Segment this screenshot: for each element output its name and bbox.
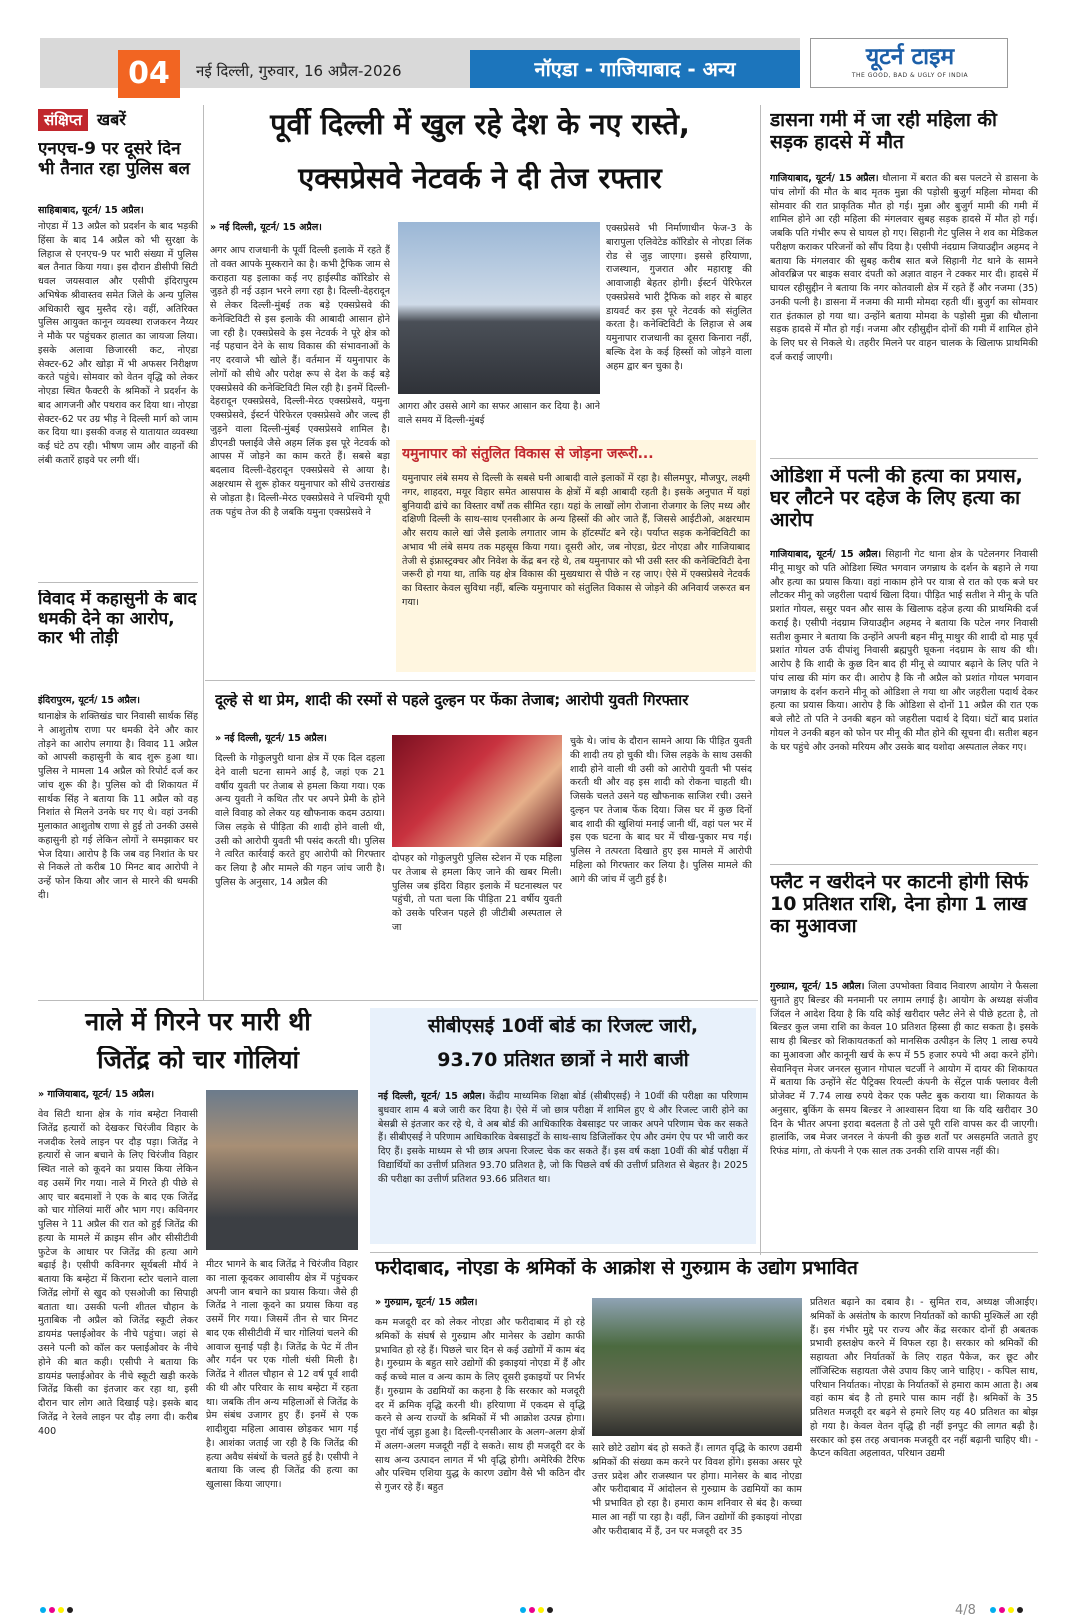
section-title: नॉएडा - गाजियाबाद - अन्य (470, 50, 800, 88)
a6-col3: चुके थे। जांच के दौरान सामने आया कि पीड़ित युवती की शादी तय हो चुकी थी। जिस लड़के के साथ उसकी शादी होने वाली थी उसी को आरोपी युवती भी पसंद करती थी और वह इस शादी को रोकना चाहती थी। जिसके चलते उसने यह खौफनाक साजिश रची। उसने दुल्हन पर तेजाब फेंक दिया। जिस घर में कुछ दिनों बाद शादी की खुशियां मनाई जानी थीं, वहां पल भर में इस एक घटना के बाद घर में चीख-पुकार मच गई। पुलिस ने तत्परता दिखाते हुए इस मामले में आरोपी महिला को गिरफ्तार कर लिया है। पुलिस मामले की आगे की जांच में जुटी हुई है। (570, 736, 752, 885)
divider (770, 864, 1038, 865)
a4-byline: गाजियाबाद, यूटर्न/ 15 अप्रैल। (770, 173, 879, 184)
a1-body: नोएडा में 13 अप्रैल को प्रदर्शन के बाद भड़की हिंसा के बाद 14 अप्रैल को भी सुरक्षा के लिहाज से एनएच-9 पर भारी संख्या में पुलिस बल तैनात किया गया। इस दौरान डीसीपी सिटी धवल जयसवाल और एसीपी इंदिरापुरम अभिषेक श्रीवास्तव समेत जिले के अन्य पुलिस अधिकारी खुद मुस्तैद रहे। वहीं, अतिरिक्त पुलिस आयुक्त कानून व्यवस्था राजकरन नैय्यर ने मौके पर पहुंचकर हालात का जायजा लिया। इसके अलावा छिजारसी कट, नोएडा सेक्टर-62 और खोड़ा में भी अफसर निरीक्षण करते पहुंचे। सोमवार को वेतन वृद्धि को लेकर नोएडा स्थित फैक्टरी के श्रमिकों ने प्रदर्शन के बाद आगजनी और पथराव कर दिया था। नोएडा सेक्टर-62 पर उग्र भीड़ ने दिल्ली मार्ग को जाम कर दिया था। इसकी वजह से यातायात व्यवस्था कई घंटे ठप रही। भीषण जाम और वाहनों की लंबी कतारें हाइवे पर लगी थीं। (38, 221, 198, 467)
logo-text: यूटर्न टाइम (865, 44, 955, 70)
victim-photo (206, 1090, 358, 1250)
a8-col2: मीटर भागने के बाद जितेंद्र ने चिरंजीव विहार का नाला कूदकर आवासीय क्षेत्र में पहुंचकर अपनी जान बचाने का प्रयास किया। जैसे ही जितेंद्र ने नाला कूदने का प्रयास किया वह उसमें गिर गया। जिसमें तीन से चार मिनट बाद एक सीसीटीवी में चार गोलियां चलने की आवाज सुनाई पड़ी है। जितेंद्र के पेट में तीन और गर्दन पर एक गोली धंसी मिली है। जितेंद्र ने शीतल चौहान से 12 वर्ष पूर्व शादी की थी और परिवार के साथ बम्हेटा में रहता था। जबकि तीन अन्य महिलाओं से जितेंद्र के प्रेम संबंध उजागर हुए हैं। इनमें से एक शादीशुदा महिला आवास छोड़कर भाग गई है। आशंका जताई जा रही है कि जितेंद्र की हत्या अवैध संबंधों के चलते हुई है। एसीपी ने बताया कि जल्द ही जितेंद्र की हत्या का खुलासा किया जाएगा। (206, 1259, 358, 1491)
a3-box-body: यमुनापार लंबे समय से दिल्ली के सबसे घनी आबादी वाले इलाकों में रहा है। सीलमपुर, मौजपुर, लक्ष्मी नगर, शाहदरा, मयूर विहार समेत आसपास के क्षेत्रों में बड़ी आबादी रहती है। इसके अनुपात में यहां बुनियादी ढांचे का विस्तार वर्षों तक सीमित रहा। यहां के लाखों लोग रोजाना रोजगार के लिए मध्य और दक्षिणी दिल्ली के साथ-साथ एनसीआर के अन्य हिस्सों की ओर जाते हैं, जिससे आईटीओ, अक्षरधाम और सराय काले खां जैसे इलाके लगातार जाम के हॉटस्पॉट बने रहे। पर्याप्त सड़क कनेक्टिविटी का अभाव भी लंबे समय तक महसूस किया गया। दूसरी ओर, जब नोएडा, ग्रेटर नोएडा और गाजियाबाद तेजी से इंफ्रास्ट्रक्चर और निवेश के केंद्र बन रहे थे, तब यमुनापार को भी उसी स्तर की कनेक्टिविटी देना जरूरी हो गया था, ताकि यह क्षेत्र विकास की मुख्यधारा से पीछे न रह जाए। ऐसे में एक्सप्रेसवे नेटवर्क का विस्तार केवल सुविधा नहीं, बल्कि यमुनापार को संतुलित विकास से जोड़ने की अनिवार्य जरूरत बन गया। (402, 473, 750, 608)
expressway-photo (398, 222, 600, 394)
divider (770, 458, 1038, 459)
a1-headline: एनएच-9 पर दूसरे दिन भी तैनात रहा पुलिस बल (38, 140, 190, 179)
divider (370, 1252, 1038, 1253)
a8-headline-2: जितेंद्र को चार गोलियां (97, 1046, 299, 1074)
a8-byline: » गाजियाबाद, यूटर्न/ 15 अप्रैल। (38, 1089, 155, 1100)
a1-byline: साहिबाबाद, यूटर्न/ 15 अप्रैल। (38, 205, 144, 216)
a9-body-wrap (378, 1090, 748, 1240)
a10-col2: सारे छोटे उद्योग बंद हो सकते हैं। लागत वृद्धि के कारण उद्यमी श्रमिकों की संख्या कम करने पर विवश होंगे। इसका असर पूरे उत्तर प्रदेश और राजस्थान पर होगा। मानेसर के बाद नोएडा और फरीदाबाद में आंदोलन से गुरुग्राम के उद्यमियों का काम भी प्रभावित हो रहा है। हमारा काम शनिवार से बंद है। कच्चा माल आ नहीं पा रहा है। वहीं, जिन उद्योगों की इकाइयां नोएडा और फरीदाबाद में हैं, उन पर मजदूरी दर 35 (592, 1443, 802, 1537)
a10-byline: » गुरुग्राम, यूटर्न/ 15 अप्रैल। (375, 1297, 478, 1308)
a8-headline-1: नाले में गिरने पर मारी थी (85, 1008, 311, 1036)
a2-byline: इंदिरापुरम, यूटर्न/ 15 अप्रैल। (38, 695, 140, 706)
a9-byline: नई दिल्ली, यूटर्न/ 15 अप्रैल। (378, 1091, 486, 1102)
a3-box-title: यमुनापार को संतुलित विकास से जोड़ना जरूरी... (402, 446, 654, 462)
a4-headline: डासना गमी में जा रही महिला की सड़क हादसे में मौत (770, 110, 997, 153)
bride-photo (392, 735, 562, 847)
a3-col1: अगर आप राजधानी के पूर्वी दिल्ली इलाके में रहते हैं तो वक्त आपके मुस्कराने का है। कभी ट्रैफिक जाम से कराहता यह इलाका कई नए हाईस्पीड कॉरिडोर से जुड़ते ही नई उड़ान भरने लगा रहा है। दिल्ली-देहरादून से लेकर दिल्ली-मुंबई तक बड़े एक्सप्रेसवे की कनेक्टिविटी से इस इलाके की आबादी आसान होने जा रही है। एक्सप्रेसवे के इस नेटवर्क ने पूरे क्षेत्र को नई पहचान देने के साथ विकास की संभावनाओं के नए दरवाजे भी खोले हैं। वर्तमान में यमुनापार के लोगों को सीधे और परोक्ष रूप से देश के कई बड़े एक्सप्रेसवे की कनेक्टिविटी मिल रही है। इनमें दिल्ली-देहरादून एक्सप्रेसवे, दिल्ली-मेरठ एक्सप्रेसवे, यमुना एक्सप्रेसवे, ईस्टर्न पेरिफेरल एक्सप्रेसवे और जल्द ही जुड़ने वाला दिल्ली-मुंबई एक्सप्रेसवे शामिल है। डीएनडी फ्लाईवे जैसे अहम लिंक इस पूरे नेटवर्क को आपस में जोड़ने का काम करते हैं। सबसे बड़ा बदलाव दिल्ली-देहरादून एक्सप्रेसवे से आया है। अक्षरधाम से शुरू होकर यमुनापार को सीधे उत्तराखंड से जोड़ता है। दिल्ली-मेरठ एक्सप्रेसवे ने पश्चिमी यूपी तक पहुंच तेज की है जबकि यमुना एक्सप्रेसवे ने (210, 245, 390, 518)
a9-body: केंद्रीय माध्यमिक शिक्षा बोर्ड (सीबीएसई) ने 10वीं की परीक्षा का परिणाम बुधवार शाम 4 बजे जारी कर दिया है। ऐसे में जो छात्र परीक्षा में शामिल हुए थे और रिजल्ट जारी होने का बेसब्री से इंतजार कर रहे थे, वे अब बोर्ड की आधिकारिक वेबसाइट पर जाकर अपने परिणाम चेक कर सकते हैं। सीबीएसई ने परिणाम आधिकारिक वेबसाइटों के साथ-साथ डिजिलॉकर ऐप और उमंग ऐप पर भी जारी कर दिए हैं। इसके माध्यम से भी छात्र अपना रिजल्ट चेक कर सकते हैं। इस वर्ष कक्षा 10वीं की बोर्ड परीक्षा में विद्यार्थियों का उत्तीर्ण प्रतिशत 93.70 प्रतिशत है, जो कि पिछले वर्ष की उत्तीर्ण प्रतिशत से बेहतर है। 2025 की परीक्षा का उत्तीर्ण प्रतिशत 93.66 प्रतिशत था। (378, 1091, 748, 1185)
a5-byline: गाजियाबाद, यूटर्न/ 15 अप्रैल। (770, 549, 882, 560)
a10-col1: कम मजदूरी दर को लेकर नोएडा और फरीदाबाद में हो रहे श्रमिकों के संघर्ष से गुरुग्राम और मानेसर के उद्योग काफी प्रभावित हो रहे हैं। पिछले चार दिन से कई उद्योगों में काम बंद है। गुरुग्राम के बहुत सारे उद्योगों की इकाइयां नोएडा में हैं और कई कच्चे माल व अन्य काम के लिए दूसरी इकाइयों पर निर्भर हैं। गुरुग्राम के उद्यमियों का कहना है कि सरकार को मजदूरी दर में क्रमिक वृद्धि करनी थी। हरियाणा में एकदम से वृद्धि करने से अन्य राज्यों के श्रमिकों में भी आक्रोश उत्पन्न होगा। पूरा नॉर्थ जुड़ा हुआ है। दिल्ली-एनसीआर के अलग-अलग क्षेत्रों में अलग-अलग मजदूरी नहीं दे सकते। साथ ही मजदूरी दर के साथ अन्य उत्पादन लागत में भी वृद्धि होगी। अमेरिकी टैरिफ और पश्चिम एशिया युद्ध के कारण उद्योग वैसे भी कठिन दौर से गुजर रहे हैं। बहुत (375, 1317, 585, 1494)
a7-body: जिला उपभोक्ता विवाद निवारण आयोग ने फैसला सुनाते हुए बिल्डर की मनमानी पर लगाम लगाई है। आयोग के अध्यक्ष संजीव जिंदल ने आदेश दिया है कि यदि कोई खरीदार फ्लैट लेने से पीछे हटता है, तो बिल्डर कुल जमा राशि का केवल 10 प्रतिशत हिस्सा ही काट सकता है। इसके साथ ही बिल्डर को शिकायतकर्ता को मानसिक उत्पीड़न के लिए 1 लाख रुपये का मुआवजा और कानूनी खर्च के रूप में 55 हजार रुपये भी अदा करने होंगे। सेवानिवृत्त मेजर जनरल सुजान गोपाल चटर्जी ने आयोग में दायर की शिकायत में बताया कि उन्होंने सेंट पैट्रिक्स रियल्टी कंपनी के सेंट्रल पार्क फ्लावर वैली प्रोजेक्ट में 7.74 लाख रुपये देकर एक फ्लैट बुक कराया था। शिकायत के अनुसार, बुकिंग के समय बिल्डर ने आश्वासन दिया था कि यदि खरीदार 30 दिन के भीतर अपना इरादा बदलता है तो उसे पूरी राशि वापस कर दी जाएगी। हालांकि, जब मेजर जनरल ने कंपनी की कुछ शर्तों पर असहमति जताते हुए रिफंड मांगा, तो कंपनी ने एक साल तक उनकी राशि वापस नहीं की। (770, 981, 1038, 1158)
a7-body-wrap (770, 980, 1038, 1254)
a4-body-wrap (770, 172, 1038, 452)
a3-headline-2: एक्सप्रेसवे नेटवर्क ने दी तेज रफ्तार (298, 162, 662, 195)
page-number: 04 (118, 50, 180, 98)
a3-byline: » नई दिल्ली, यूटर्न/ 15 अप्रैल। (210, 222, 322, 233)
a3-col2: आगरा और उससे आगे का सफर आसान कर दिया है। आने वाले समय में दिल्ली-मुंबई (398, 401, 600, 426)
date-line: नई दिल्ली, गुरुवार, 16 अप्रैल-2026 (196, 62, 402, 80)
a10-headline: फरीदाबाद, नोएडा के श्रमिकों के आक्रोश से गुरुग्राम के उद्योग प्रभावित (375, 1258, 858, 1279)
column-rule (203, 105, 204, 1000)
a5-body: सिहानी गेट थाना क्षेत्र के पटेलनगर निवासी मीनू माथुर को पति ओडिशा स्थित भगवान जगन्नाथ के दर्शन के बहाने ले गया और हत्या का प्रयास किया। वहां नाकाम होने पर यात्रा से रात को एक बजे घर लौटकर मीनू को जहरीला पदार्थ खिला दिया। पीड़ित भाई सतीश ने मीनू के पति प्रशांत गोयल, ससुर पवन और सास के खिलाफ दहेज हत्या की प्राथमिकी दर्ज कराई है। एसीपी नंदग्राम जियाउद्दीन अहमद ने बताया कि पटेल नगर निवासी सतीश कुमार ने बताया कि उन्होंने अपनी बहन मीनू माथुर की शादी दो माह पूर्व प्रशांत गोयल उर्फ दीपांशु निवासी ब्रह्मपुरी घूकना नंदग्राम के साथ की थी। आरोप है कि शादी के कुछ दिन बाद ही मीनू से व्यापार बढ़ाने के लिए पति ने पांच लाख की मांग कर दी। आरोप है कि नौ अप्रैल को प्रशांत गोयल भगवान जगन्नाथ के दर्शन कराने मीनू को ओडिशा ले गया था और जहरीला पदार्थ देकर हत्या का प्रयास किया। आरोप है कि ओडिशा से दोनों 11 अप्रैल की रात एक बजे लौटे तो पति ने उनकी बहन को जहरीला पदार्थ दे दिया। घंटों बाद प्रशांत गोयल ने उनकी बहन को फोन पर मीनू की मौत होने की सूचना दी। सतीश बहन के घर पहुंचे और उनको मरियम और उसके बाद यशोदा अस्पताल लेकर गए। (770, 549, 1038, 753)
a6-col1: दिल्ली के गोकुलपुरी थाना क्षेत्र में एक दिल दहला देने वाली घटना सामने आई है, जहां एक 21 वर्षीय युवती पर तेजाब से हमला किया गया। एक अन्य युवती ने कथित तौर पर अपने प्रेमी के होने वाले विवाह को लेकर यह खौफनाक कदम उठाया। जिस लड़के से पीड़िता की शादी होने वाली थी, उसी को आरोपी युवती भी पसंद करती थी। पुलिस ने त्वरित कार्रवाई करते हुए आरोपी को गिरफ्तार कर लिया है और मामले की गहन जांच जारी है। पुलिस के अनुसार, 14 अप्रैल की (215, 753, 385, 888)
logo-tagline: THE GOOD, BAD & UGLY OF INDIA (851, 72, 969, 79)
divider (38, 582, 198, 583)
divider (205, 680, 755, 681)
page-fraction: 4/8 (955, 1603, 976, 1618)
a9-headline-2: 93.70 प्रतिशत छात्रों ने मारी बाजी (437, 1050, 689, 1071)
registration-dots-left (40, 1598, 76, 1608)
a7-headline: फ्लैट न खरीदने पर काटनी होगी सिर्फ 10 प्रतिशत राशि, देना होगा 1 लाख का मुआवजा (770, 872, 1029, 937)
a6-byline: » नई दिल्ली, यूटर्न/ 15 अप्रैल। (215, 733, 327, 744)
a2-body: थानाक्षेत्र के शक्तिखंड चार निवासी सार्थक सिंह ने आशुतोष राणा पर धमकी देने और कार तोड़ने का आरोप लगाया है। विवाद 11 अप्रैल को आपसी कहासुनी के बाद शुरू हुआ था। पुलिस ने मामला 14 अप्रैल को रिपोर्ट दर्ज कर जांच शुरू की है। पुलिस को दी शिकायत में सार्थक सिंह ने बताया कि 11 अप्रैल को वह निशांत से मिलने उनके घर गए थे। वहां उनकी मुलाकात आशुतोष राणा से हुई तो उनकी उससे कहासुनी हो गई लेकिन लोगों ने समझाकर घर भेज दिया। आरोप है कि जब वह निशांत के घर से निकले तो करीब 10 मिनट बाद आरोपी ने उन्हें फोन किया और जान से मारने की धमकी दी। (38, 711, 198, 901)
registration-dots-center (520, 1598, 556, 1608)
a4-body: धौलाना में बरात की बस पलटने से डासना के पांच लोगों की मौत के बाद मृतक मुन्ना की पड़ोसी बुजुर्ग महिला मोमदा की सोमवार की रात प्राकृतिक मौत हो गई। मुन्ना और बुजुर्ग मामी की गमी में शामिल होने आ रही महिला की मंगलवार सुबह सड़क हादसे में मौत हो गई। जबकि पति गंभीर रूप से घायल हो गए। सिहानी गेट पुलिस ने शव का मेडिकल परीक्षण कराकर परिजनों को सौंप दिया है। एसीपी नंदग्राम जियाउद्दीन अहमद ने बताया कि मंगलवार की सुबह करीब सात बजे सिहानी गेट थाने के सामने ओवरब्रिज पर बाइक सवार दंपती को अज्ञात वाहन ने टक्कर मार दी। हादसे में घायल रहीसुद्दीन ने बताया कि नगर कोतवाली क्षेत्र में रहते हैं और नजमा (35) उनकी पत्नी है। डासना में नजमा की मामी मोमदा रहती थीं। बुजुर्ग का सोमवार रात इंतकाल हो गया था। उन्होंने बताया मोमदा के पड़ोसी मुन्ना की धौलाना सड़क हादसे में मौत हो गई। नजमा और रहीसुद्दीन दोनों की गमी में शामिल होने के लिए घर से निकले थे। तहरीर मिलने पर वाहन चालक के खिलाफ प्राथमिकी दर्ज कराई जाएगी। (770, 173, 1038, 363)
a10-col3: प्रतिशत बढ़ाने का दबाव है। - सुमित राव, अध्यक्ष जीआईए। श्रमिकों के असंतोष के कारण निर्यातकों को काफी मुश्किलें आ रही हैं। इस गंभीर मुद्दे पर राज्य और केंद्र सरकार दोनों ही अबतक प्रभावी हस्तक्षेप करने में विफल रहा है। सरकार को श्रमिकों की सहायता और निर्यातकों के लिए राहत पैकेज, कर छूट और लॉजिस्टिक सहायता जैसे उपाय किए जाने चाहिए। - कपिल साध, परिधान निर्यातक। नोएडा के निर्यातकों से हमारा काम आता है। अब वहां काम बंद है तो हमारे पास काम नहीं है। श्रमिकों के 35 प्रतिशत मजदूरी दर बढ़ने से हमारे लिए यह 40 प्रतिशत का बोझ हो गया है। केवल वेतन वृद्धि ही नहीं इनपुट की लागत बढ़ी है। सरकार को इस तरह अचानक मजदूरी दर नहीं बढ़ानी चाहिए थी। - कैप्टन कविता अहलावत, परिधान उद्यमी (810, 1297, 1038, 1460)
a9-headline-1: सीबीएसई 10वीं बोर्ड का रिजल्ट जारी, (427, 1016, 699, 1037)
column-rule (760, 105, 761, 1255)
a7-byline: गुरुग्राम, यूटर्न/ 15 अप्रैल। (770, 981, 865, 992)
protest-photo (592, 1298, 802, 1436)
a6-headline: दूल्हे से था प्रेम, शादी की रस्मों से पहले दुल्हन पर फेंका तेजाब; आरोपी युवती गिरफ्तार (215, 692, 689, 709)
a8-col1: वेव सिटी थाना क्षेत्र के गांव बम्हेटा निवासी जितेंद्र हत्यारों को देखकर चिरंजीव विहार के नजदीक रेलवे लाइन पर दौड़ पड़ा। जितेंद्र ने हत्यारों से जान बचाने के लिए चिरंजीव विहार स्थित नाले को कूदने का प्रयास किया लेकिन वह उसमें गिर गया। नाले में गिरते ही पीछे से आए चार बदमाशों ने एक के बाद एक जितेंद्र को चार गोलियां मारीं और भाग गए। कविनगर पुलिस ने 11 अप्रैल की रात को हुई जितेंद्र की हत्या के मामले में क्राइम सीन और सीसीटीवी फुटेज के आधार पर जितेंद्र की हत्या आगे बढ़ाई है। एसीपी कविनगर सूर्यबली मौर्य ने बताया कि बम्हेटा में किराना स्टोर चलाने वाला जितेंद्र लोगों से खुद को एसओजी का सिपाही बताता था। उसकी पत्नी शीतल चौहान के मुताबिक नौ अप्रैल को जितेंद्र स्कूटी लेकर डायमंड फ्लाईओवर के नीचे पहुंचा। जहां से उसने पत्नी को कॉल कर फ्लाईओवर के नीचे होने की बात कही। एसीपी ने बताया कि डायमंड फ्लाईओवर के नीचे स्कूटी खड़ी करके जितेंद्र किसी का इंतजार कर रहा था, इसी दौरान चार लोग आते दिखाई पड़े। इसके बाद जितेंद्र ने रेलवे लाइन पर दौड़ लगा दी। करीब 400 (38, 1109, 198, 1437)
a3-headline-1: पूर्वी दिल्ली में खुल रहे देश के नए रास्ते, (270, 108, 690, 141)
divider (38, 1000, 758, 1001)
a6-col2: दोपहर को गोकुलपुरी पुलिस स्टेशन में एक महिला पर तेजाब से हमला किए जाने की खबर मिली। पुलिस जब इंदिरा विहार इलाके में घटनास्थल पर पहुंची, तो पता चला कि पीड़िता 21 वर्षीय युवती को उसके परिजन पहले ही जीटीबी अस्पताल ले जा (392, 853, 562, 933)
a3-col3: एक्सप्रेसवे भी निर्माणाधीन फेज-3 के बारापुला एलिवेटेड कॉरिडोर से नोएडा लिंक रोड से जुड़ जाएगा। इससे हरियाणा, राजस्थान, गुजरात और महाराष्ट्र की आवाजाही बेहतर होगी। ईस्टर्न पेरिफेरल एक्सप्रेसवे भारी ट्रैफिक को शहर से बाहर डायवर्ट कर इस पूरे नेटवर्क को संतुलित करता है। कनेक्टिविटी के लिहाज से अब यमुनापार राजधानी का दूसरा किनारा नहीं, बल्कि देश के कई हिस्सों को जोड़ने वाला अहम द्वार बन चुका है। (606, 223, 752, 372)
a5-headline: ओडिशा में पत्नी की हत्या का प्रयास, घर लौटने पर दहेज के लिए हत्या का आरोप (770, 466, 1023, 531)
brief-label-b: खबरें (97, 110, 126, 129)
a5-body-wrap (770, 548, 1038, 858)
a2-headline: विवाद में कहासुनी के बाद धमकी देने का आरोप, कार भी तोड़ी (38, 590, 197, 649)
brief-label (38, 108, 198, 132)
brief-label-a: संक्षिप्त (38, 109, 88, 131)
